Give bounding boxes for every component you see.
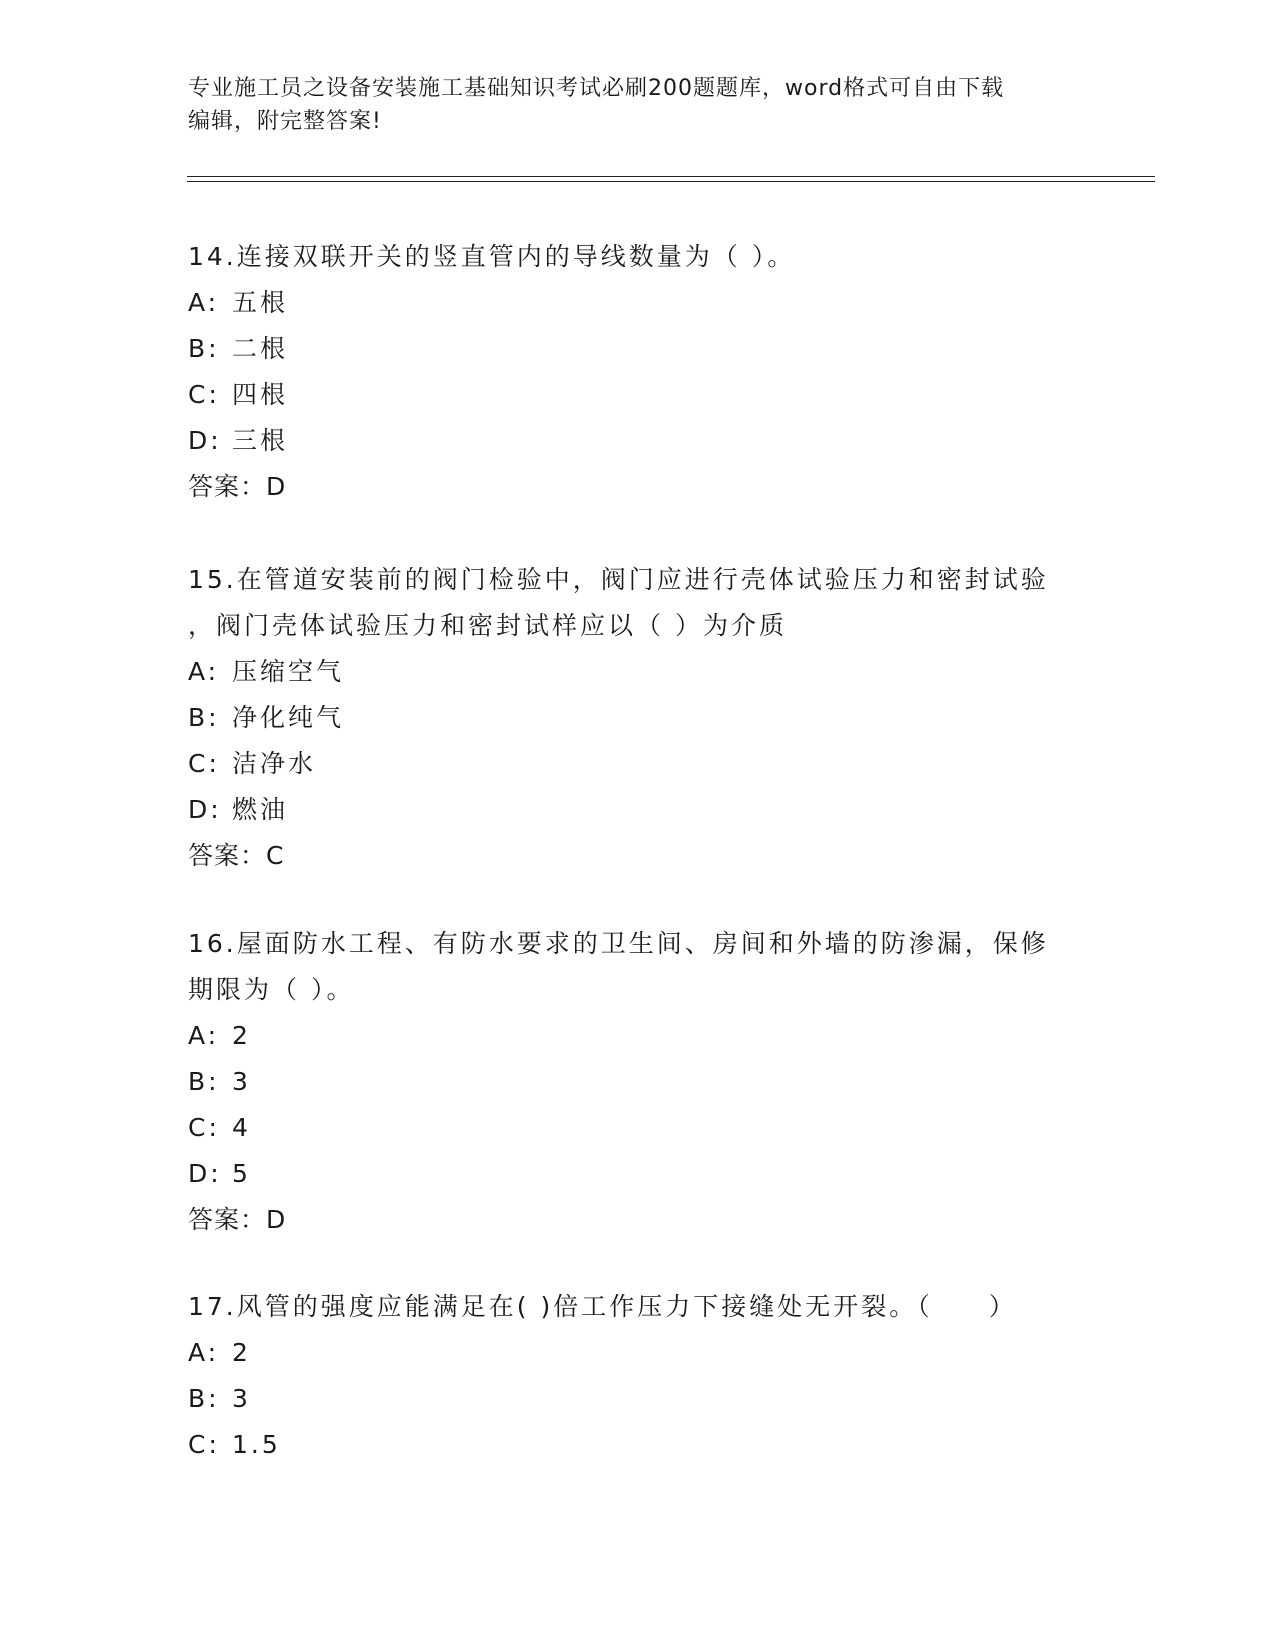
option-a bbox=[188, 1330, 1088, 1376]
option-key: B: bbox=[188, 1067, 220, 1096]
option-text: 2 bbox=[232, 1338, 251, 1367]
option-key: C: bbox=[188, 749, 220, 778]
option-text: 洁净水 bbox=[232, 749, 317, 778]
option-text: 压缩空气 bbox=[232, 657, 345, 686]
option-text: 5 bbox=[232, 1159, 251, 1188]
answer-line: 答案：D bbox=[188, 472, 287, 501]
option-c bbox=[188, 1105, 1088, 1151]
question-14 bbox=[188, 234, 1088, 510]
option-text: 净化纯气 bbox=[232, 703, 345, 732]
option-a bbox=[188, 280, 1088, 326]
option-c bbox=[188, 1422, 1088, 1468]
question-stem: 14.连接双联开关的竖直管内的导线数量为（ ）。 bbox=[188, 242, 796, 271]
option-key: D: bbox=[188, 1159, 222, 1188]
option-text: 三根 bbox=[232, 426, 289, 455]
option-key: A: bbox=[188, 288, 220, 317]
option-d bbox=[188, 1151, 1088, 1197]
option-text: 五根 bbox=[232, 288, 289, 317]
option-c bbox=[188, 372, 1088, 418]
option-key: D: bbox=[188, 426, 222, 455]
option-text: 2 bbox=[232, 1021, 251, 1050]
header-divider-bottom bbox=[187, 181, 1155, 182]
question-16 bbox=[188, 921, 1088, 1243]
option-text: 四根 bbox=[232, 380, 289, 409]
option-c bbox=[188, 741, 1088, 787]
header-line-2: 编辑，附完整答案! bbox=[188, 109, 382, 134]
question-stem: 15.在管道安装前的阀门检验中，阀门应进行壳体试验压力和密封试验 bbox=[188, 565, 1049, 594]
option-key: B: bbox=[188, 334, 220, 363]
document-header bbox=[188, 72, 1088, 138]
question-15 bbox=[188, 557, 1088, 879]
header-divider-top bbox=[187, 176, 1155, 177]
option-text: 二根 bbox=[232, 334, 289, 363]
option-text: 3 bbox=[232, 1384, 251, 1413]
option-text: 1.5 bbox=[232, 1430, 281, 1459]
option-text: 3 bbox=[232, 1067, 251, 1096]
question-17 bbox=[188, 1284, 1088, 1468]
answer-line: 答案：D bbox=[188, 1205, 287, 1234]
option-text: 燃油 bbox=[232, 795, 289, 824]
option-key: C: bbox=[188, 1430, 220, 1459]
question-stem-continued: ，阀门壳体试验压力和密封试样应以（ ）为介质 bbox=[188, 611, 787, 640]
option-text: 4 bbox=[232, 1113, 251, 1142]
option-key: C: bbox=[188, 1113, 220, 1142]
option-a bbox=[188, 1013, 1088, 1059]
option-key: C: bbox=[188, 380, 220, 409]
answer-line: 答案：C bbox=[188, 841, 285, 870]
option-key: A: bbox=[188, 1338, 220, 1367]
header-line-1: 专业施工员之设备安装施工基础知识考试必刷200题题库，word格式可自由下载 bbox=[188, 76, 1005, 101]
question-stem: 17.风管的强度应能满足在( )倍工作压力下接缝处无开裂。（ ） bbox=[188, 1292, 1017, 1321]
option-b bbox=[188, 326, 1088, 372]
option-key: A: bbox=[188, 1021, 220, 1050]
question-stem: 16.屋面防水工程、有防水要求的卫生间、房间和外墙的防渗漏，保修 bbox=[188, 929, 1049, 958]
question-stem-continued: 期限为（ ）。 bbox=[188, 975, 355, 1004]
option-d bbox=[188, 787, 1088, 833]
option-b bbox=[188, 1059, 1088, 1105]
option-key: D: bbox=[188, 795, 222, 824]
option-key: B: bbox=[188, 703, 220, 732]
option-key: B: bbox=[188, 1384, 220, 1413]
option-b bbox=[188, 1376, 1088, 1422]
option-key: A: bbox=[188, 657, 220, 686]
option-a bbox=[188, 649, 1088, 695]
option-d bbox=[188, 418, 1088, 464]
option-b bbox=[188, 695, 1088, 741]
